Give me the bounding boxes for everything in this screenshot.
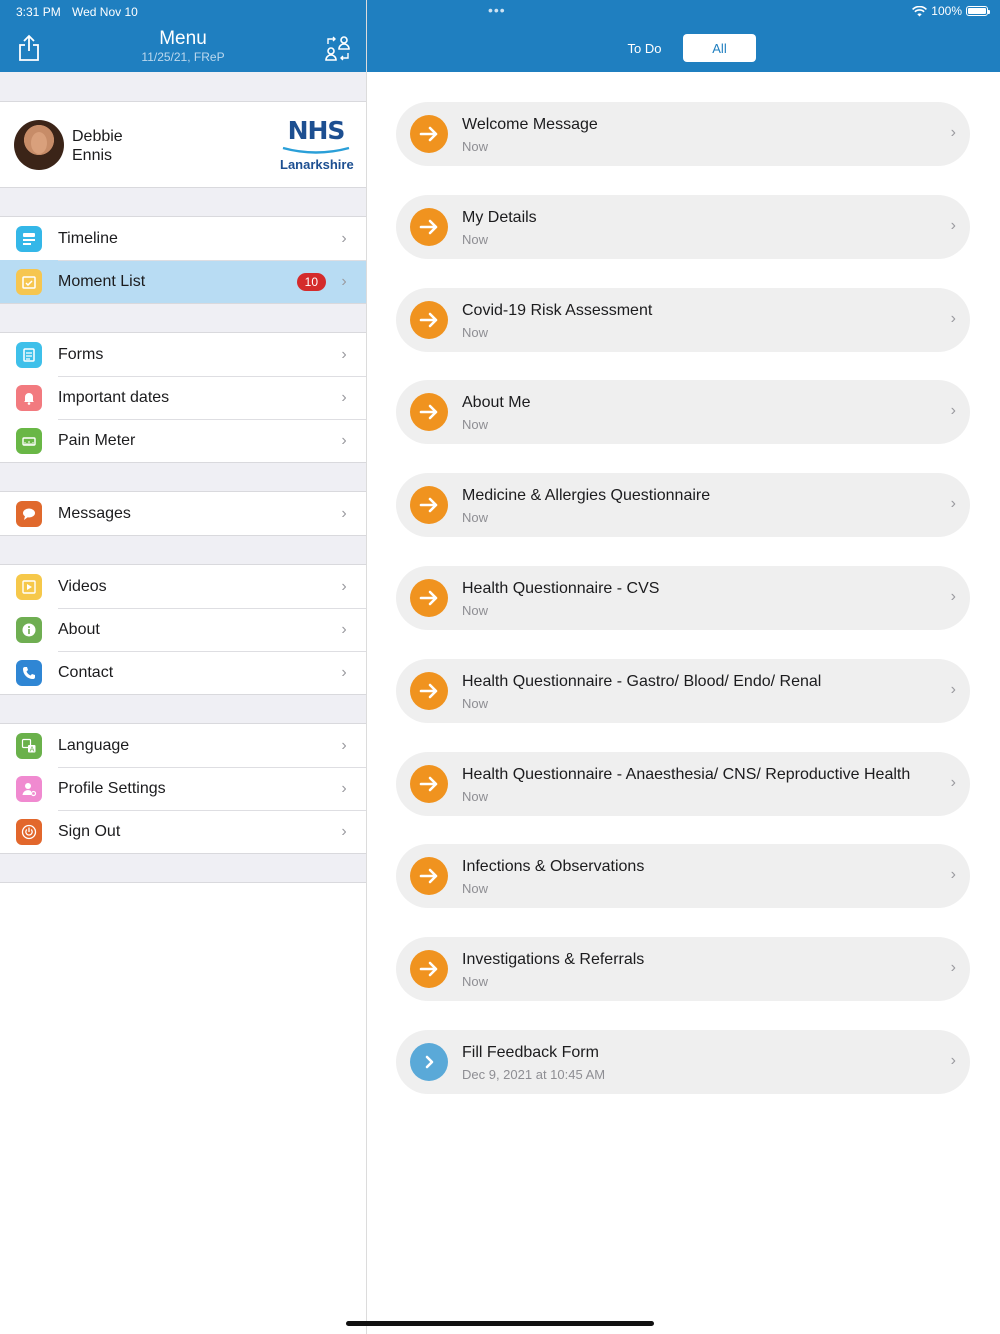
battery-percent: 100% [931,4,962,18]
sidebar-group-3 [0,492,366,536]
sidebar-item-pain-meter[interactable] [0,419,366,462]
arrow-right-icon [410,301,448,339]
task-card[interactable] [396,659,970,723]
home-indicator[interactable] [346,1321,654,1326]
sidebar-item-videos[interactable] [0,565,366,608]
user-settings-icon [16,776,42,802]
logo-nhs-text: NHS [287,116,345,145]
chevron-right-icon: › [341,431,347,449]
menu-subtitle: 11/25/21, FReP [141,50,225,64]
task-title: Health Questionnaire - Gastro/ Blood/ Endo/ Renal [462,672,822,690]
chevron-right-icon: › [950,495,956,513]
calendar-check-icon [16,269,42,295]
task-card[interactable] [396,195,970,259]
segment-todo[interactable]: To Do [627,40,662,56]
task-title: Welcome Message [462,116,598,133]
sidebar-item-profile-settings[interactable] [0,767,366,810]
multitask-dots-icon[interactable]: ••• [488,2,506,18]
arrow-right-icon [410,765,448,803]
video-icon [16,574,42,600]
sidebar-item-label: Timeline [58,229,118,247]
menu-title: Menu [159,28,207,49]
task-card[interactable] [396,937,970,1001]
power-icon [16,819,42,845]
profile-last-name: Ennis [72,147,113,164]
sidebar-group-4 [0,565,366,695]
sidebar-item-label: Forms [58,345,104,363]
sidebar-item-label: Important dates [58,388,170,406]
task-time: Now [462,603,489,618]
sidebar-item-label: Language [58,736,130,754]
task-card[interactable] [396,380,970,444]
task-card[interactable] [396,102,970,166]
translate-icon [16,733,42,759]
task-card[interactable] [396,1030,970,1094]
status-time: 3:31 PM [16,5,61,19]
task-title: About Me [462,394,531,412]
sidebar-item-label: Pain Meter [58,431,136,449]
status-right [912,4,988,18]
clipboard-icon [16,342,42,368]
svg-text:A: A [29,744,35,753]
chevron-right-icon: › [950,1052,956,1069]
arrow-right-icon [410,672,448,710]
sidebar-item-messages[interactable] [0,492,366,535]
task-title: Investigations & Referrals [462,951,645,969]
section-gap [0,536,366,565]
sidebar-item-moment-list[interactable] [0,260,366,303]
sidebar-group-2 [0,333,366,463]
task-title: My Details [462,208,537,226]
info-icon [16,617,42,643]
chevron-right-icon: › [341,272,347,290]
chevron-right-icon: › [341,736,347,754]
moment-count-badge: 10 [297,273,326,291]
task-card[interactable] [396,566,970,630]
battery-icon [966,6,988,16]
bell-icon [16,385,42,411]
chevron-right-icon: › [341,388,347,406]
task-title: Medicine & Allergies Questionnaire [462,487,711,505]
arrow-right-icon [410,393,448,431]
sidebar-item-forms[interactable] [0,333,366,376]
task-time: Now [462,231,489,247]
chevron-right-icon: › [341,822,347,840]
chevron-right-icon: › [341,504,347,522]
task-time: Now [462,974,489,990]
chevron-right-icon: › [341,229,347,247]
profile-first-name: Debbie [72,128,123,145]
sidebar-item-language[interactable] [0,724,366,767]
avatar[interactable] [14,120,64,170]
sidebar-item-label: Messages [58,504,131,522]
status-date: Wed Nov 10 [72,5,138,19]
arrow-right-icon [410,486,448,524]
sidebar-item-label: Sign Out [58,822,121,840]
logo-lanarkshire-text: Lanarkshire [280,157,354,172]
profile-name [72,127,192,165]
chevron-right-icon [410,1043,448,1081]
section-gap [0,188,366,217]
task-time: Now [462,695,489,711]
chevron-right-icon: › [950,959,956,977]
chevron-right-icon: › [950,402,956,420]
sidebar-item-important-dates[interactable] [0,376,366,419]
task-time: Dec 9, 2021 at 10:45 AM [462,1067,606,1082]
task-time: Now [462,417,489,433]
chevron-right-icon: › [950,124,956,141]
chevron-right-icon: › [341,577,347,595]
sidebar-item-timeline[interactable] [0,217,366,260]
sidebar-item-label: About [58,620,100,638]
section-gap [0,695,366,724]
sidebar-item-label: Moment List [58,272,146,290]
sidebar-item-label: Profile Settings [58,779,166,797]
sidebar-group-5 [0,724,366,854]
chevron-right-icon: › [950,866,956,884]
sidebar-group-1 [0,217,366,304]
filter-segmented-control [608,34,756,62]
top-bar [0,0,1000,72]
arrow-right-icon [410,950,448,988]
task-time: Now [462,881,489,897]
chevron-right-icon: › [950,309,956,327]
task-time: Now [462,510,489,526]
switch-user-icon[interactable] [324,34,352,62]
chevron-right-icon: › [950,588,956,605]
task-time: Now [462,324,489,340]
task-card[interactable] [396,752,970,816]
chevron-right-icon: › [950,680,956,698]
sidebar-item-label: Videos [58,577,107,595]
task-card[interactable] [396,473,970,537]
chat-bubble-icon [16,501,42,527]
sidebar-item-label: Contact [58,663,114,681]
sidebar-item-contact[interactable] [0,651,366,694]
task-card[interactable] [396,288,970,352]
split-divider [366,0,367,1334]
meter-icon [16,428,42,454]
task-time: Now [462,788,489,804]
chevron-right-icon: › [950,773,956,791]
task-title: Infections & Observations [462,858,645,876]
phone-icon [16,660,42,686]
sidebar [0,72,366,1334]
arrow-right-icon [410,857,448,895]
segment-all[interactable]: All [683,34,756,62]
chevron-right-icon: › [341,663,347,681]
section-gap [0,463,366,492]
nhs-lanarkshire-logo [280,117,352,172]
task-title: Health Questionnaire - Anaesthesia/ CNS/ Reproductive Health [462,765,911,783]
arrow-right-icon [410,579,448,617]
timeline-icon [16,226,42,252]
chevron-right-icon: › [341,779,347,797]
chevron-right-icon: › [950,216,956,234]
wifi-icon [912,6,927,17]
arrow-right-icon [410,208,448,246]
chevron-right-icon: › [341,345,347,363]
task-title: Health Questionnaire - CVS [462,580,660,597]
arrow-right-icon [410,115,448,153]
section-gap [0,72,366,102]
task-card[interactable] [396,844,970,908]
task-time: Now [462,139,489,154]
logo-wave-icon [281,145,351,155]
profile-header [0,102,366,188]
task-title: Covid-19 Risk Assessment [462,301,653,319]
task-title: Fill Feedback Form [462,1044,599,1061]
section-gap [0,304,366,333]
chevron-right-icon: › [341,620,347,638]
sidebar-item-about[interactable] [0,608,366,651]
sidebar-item-sign-out[interactable] [0,810,366,853]
section-gap [0,854,366,883]
